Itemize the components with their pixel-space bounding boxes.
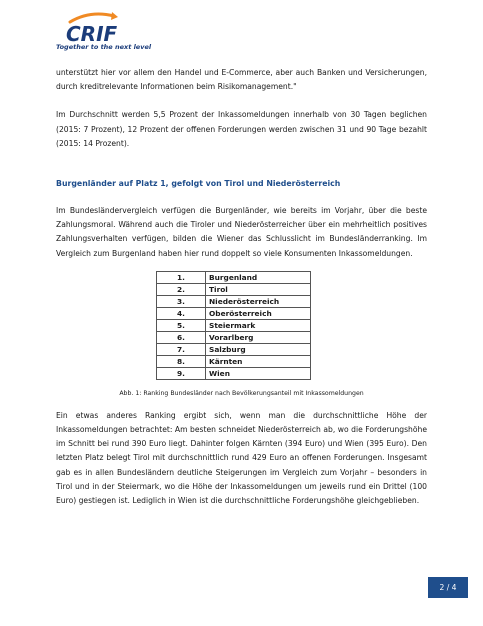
table-row: [157, 283, 311, 295]
state-cell: Kärnten: [206, 355, 311, 367]
rank-cell: 6.: [157, 331, 206, 343]
table-caption: Abb. 1: Ranking Bundesländer nach Bevölkerungsanteil mit Inkassomeldungen: [119, 389, 364, 397]
rank-cell: 5.: [157, 319, 206, 331]
table-row: [157, 319, 311, 331]
rank-cell: 3.: [157, 295, 206, 307]
paragraph-4: Ein etwas anderes Ranking ergibt sich, wenn man die durchschnittliche Höhe der Inkassomeldungen betrachtet: Am besten schneidet Niederösterreich ab, wo die Forderungshöhe im Schnitt bei rund 390 Euro liegt. Dahinter folgen Kärnten (394 Euro) und Wien (395 Euro). Den letzten Platz belegt Tirol mit durchschnittlich rund 429 Euro an offenen Forderungen. Insgesamt gab es in allen Bundesländern deutliche Steigerungen im Vergleich zum Vorjahr – besonders in Tirol und in der Steiermark, wo die Höhe der Inkassomeldungen um jeweils rund ein Drittel (100 Euro) gestiegen ist. Lediglich in Wien ist die durchschnittliche Forderungshöhe gleichgeblieben.: [56, 410, 427, 506]
rank-cell: 7.: [157, 343, 206, 355]
state-cell: Oberösterreich: [206, 307, 311, 319]
logo-wordmark: CRIF: [66, 22, 118, 44]
page-number: 2 / 4: [428, 577, 468, 598]
table-row: [157, 355, 311, 367]
logo-tagline: Together to the next level: [56, 43, 152, 51]
paragraph-1: unterstützt hier vor allem den Handel und E-Commerce, aber auch Banken und Versicherungen, durch kreditrelevante Informationen beim Risikomanagement.": [56, 68, 427, 92]
state-cell: Vorarlberg: [206, 331, 311, 343]
document-body: [56, 66, 427, 508]
table-row: [157, 271, 311, 283]
rank-cell: 2.: [157, 283, 206, 295]
table-row: [157, 331, 311, 343]
state-cell: Niederösterreich: [206, 295, 311, 307]
state-cell: Tirol: [206, 283, 311, 295]
ranking-table: [156, 271, 311, 380]
table-row: [157, 307, 311, 319]
section-heading: Burgenländer auf Platz 1, gefolgt von Tirol und Niederösterreich: [56, 179, 341, 189]
table-row: [157, 343, 311, 355]
rank-cell: 9.: [157, 367, 206, 379]
rank-cell: 8.: [157, 355, 206, 367]
table-row: [157, 295, 311, 307]
state-cell: Wien: [206, 367, 311, 379]
state-cell: Salzburg: [206, 343, 311, 355]
paragraph-2: Im Durchschnitt werden 5,5 Prozent der Inkassomeldungen innerhalb von 30 Tagen beglichen (2015: 7 Prozent), 12 Prozent der offenen Forderungen werden zwischen 31 und 90 Tage bezahlt (2015: 14 Prozent).: [56, 110, 427, 148]
rank-cell: 1.: [157, 271, 206, 283]
state-cell: Burgenland: [206, 271, 311, 283]
table-row: [157, 367, 311, 379]
paragraph-3: Im Bundesländervergleich verfügen die Burgenländer, wie bereits im Vorjahr, über die beste Zahlungsmoral. Während auch die Tiroler und Niederösterreicher über ein mehrheitlich positives Zahlungsverhalten verfügen, bilden die Wiener das Schlusslicht im Bundesländerranking. Im Vergleich zum Burgenland haben hier rund doppelt so viele Konsumenten Inkassomeldungen.: [56, 206, 427, 258]
state-cell: Steiermark: [206, 319, 311, 331]
rank-cell: 4.: [157, 307, 206, 319]
